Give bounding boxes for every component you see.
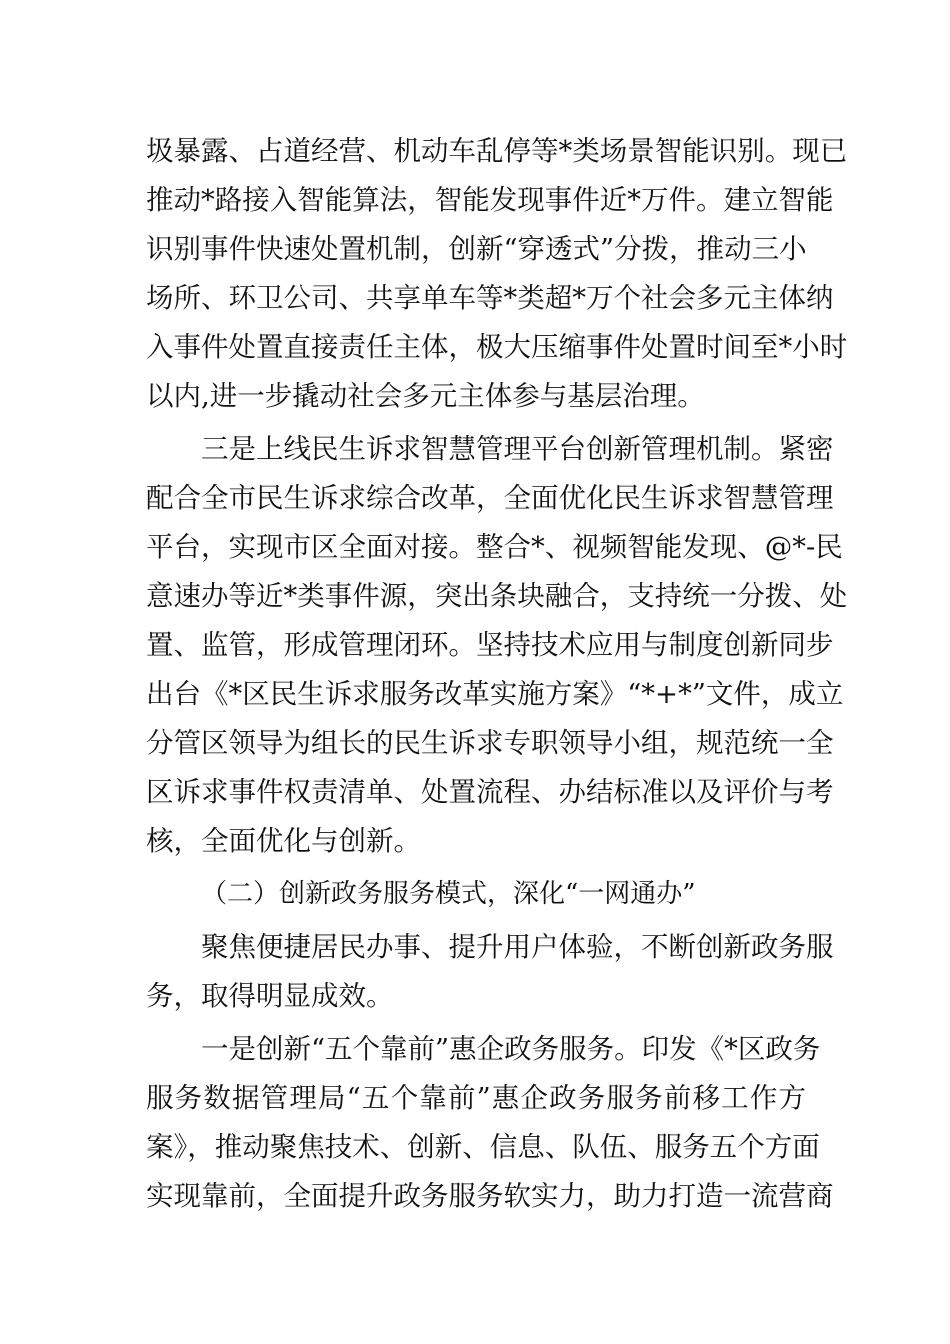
- text-line: 识别事件快速处置机制，创新“穿透式”分拨，推动三小: [146, 233, 807, 265]
- section-heading: （二）创新政务服务模式，深化“一网通办”: [201, 879, 696, 909]
- text-line: 意速办等近*类事件源，突出条块融合，支持统一分拨、处: [146, 580, 848, 612]
- paragraph-first-line: 聚焦便捷居民办事、提升用户体验，不断创新政务服: [201, 931, 834, 963]
- text-line: 务，取得明显成效。: [146, 980, 394, 1012]
- text-line: 分管区领导为组长的民生诉求专职领导小组，规范统一全: [146, 727, 834, 759]
- text-line: 以内,进一步撬动社会多元主体参与基层治理。: [146, 380, 705, 412]
- text-line: 场所、环卫公司、共享单车等*类超*万个社会多元主体纳: [146, 282, 834, 314]
- text-line: 案》，推动聚焦技术、创新、信息、队伍、服务五个方面: [146, 1131, 820, 1163]
- text-line: 入事件处置直接责任主体，极大压缩事件处置时间至*小时: [146, 331, 848, 363]
- text-line: 圾暴露、占道经营、机动车乱停等*类场景智能识别。现已: [146, 135, 848, 167]
- text-line: 置、监管，形成管理闭环。坚持技术应用与制度创新同步: [146, 629, 834, 661]
- text-line: 服务数据管理局“五个靠前”惠企政务服务前移工作方: [146, 1082, 806, 1114]
- text-line: 推动*路接入智能算法，智能发现事件近*万件。建立智能: [146, 184, 834, 216]
- text-line: 出台《*区民生诉求服务改革实施方案》“*+*”文件，成立: [146, 678, 844, 710]
- paragraph-first-line: 一是创新“五个靠前”惠企政务服务。印发《*区政务: [201, 1033, 821, 1065]
- text-line: 区诉求事件权责清单、处置流程、办结标准以及评价与考: [146, 776, 834, 808]
- text-line: 实现靠前，全面提升政务服务软实力，助力打造一流营商: [146, 1180, 834, 1212]
- paragraph-first-line: 三是上线民生诉求智慧管理平台创新管理机制。紧密: [201, 433, 834, 465]
- text-line: 核，全面优化与创新。: [146, 825, 421, 857]
- text-line: 配合全市民生诉求综合改革，全面优化民生诉求智慧管理: [146, 482, 834, 514]
- text-line: 平台，实现市区全面对接。整合*、视频智能发现、@*-民: [146, 531, 843, 563]
